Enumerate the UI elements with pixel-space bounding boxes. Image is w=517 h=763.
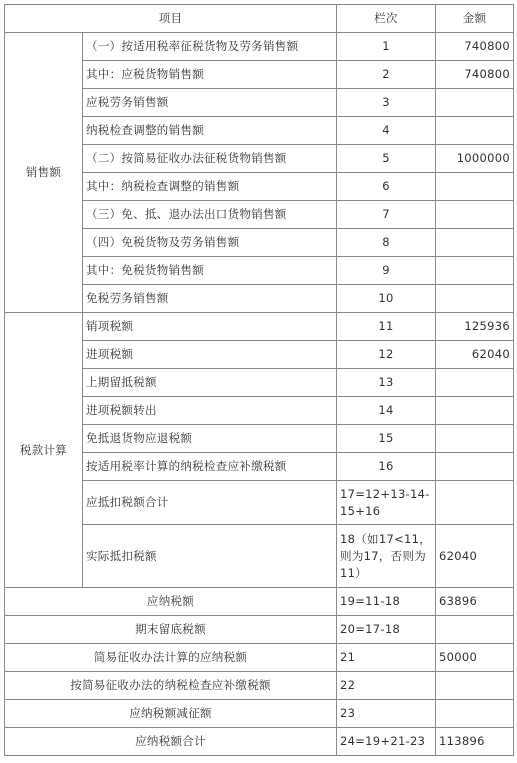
row-label: （四）免税货物及劳务销售额 <box>83 229 337 257</box>
row-amount <box>436 89 514 117</box>
row-amount <box>436 397 514 425</box>
row-line: 22 <box>337 672 436 700</box>
table-row <box>5 728 514 756</box>
row-line: 7 <box>337 201 436 229</box>
row-line: 24=19+21-23 <box>337 728 436 756</box>
row-line: 23 <box>337 700 436 728</box>
table-row <box>5 672 514 700</box>
row-line: 8 <box>337 229 436 257</box>
table-row <box>5 616 514 644</box>
row-label: 进项税额 <box>83 341 337 369</box>
row-label: 应纳税额合计 <box>5 728 337 756</box>
row-line: 3 <box>337 89 436 117</box>
row-line: 14 <box>337 397 436 425</box>
row-line: 16 <box>337 453 436 481</box>
row-label: （一）按适用税率征税货物及劳务销售额 <box>83 33 337 61</box>
row-label: 应纳税额 <box>5 588 337 616</box>
row-line: 19=11-18 <box>337 588 436 616</box>
row-amount <box>436 117 514 145</box>
row-line: 1 <box>337 33 436 61</box>
row-line: 20=17-18 <box>337 616 436 644</box>
row-label: 其中：免税货物销售额 <box>83 257 337 285</box>
header-line: 栏次 <box>337 5 436 33</box>
header-amount: 金额 <box>436 5 514 33</box>
row-line: 5 <box>337 145 436 173</box>
category-tax-calc: 税款计算 <box>5 313 83 588</box>
row-line: 9 <box>337 257 436 285</box>
row-line: 13 <box>337 369 436 397</box>
row-amount <box>436 173 514 201</box>
row-amount <box>436 700 514 728</box>
row-line: 11 <box>337 313 436 341</box>
row-amount: 1000000 <box>436 145 514 173</box>
row-line: 17=12+13-14-15+16 <box>337 481 436 525</box>
vat-return-table <box>4 4 514 756</box>
row-label: 简易征收办法计算的应纳税额 <box>5 644 337 672</box>
row-amount <box>436 285 514 313</box>
table-row <box>5 588 514 616</box>
row-amount <box>436 672 514 700</box>
row-line: 18（如17<11，则为17，否则为11） <box>337 525 436 588</box>
row-line: 2 <box>337 61 436 89</box>
header-item: 项目 <box>5 5 337 33</box>
category-sales: 销售额 <box>5 33 83 313</box>
row-label: 上期留抵税额 <box>83 369 337 397</box>
row-amount: 62040 <box>436 341 514 369</box>
row-label: 纳税检查调整的销售额 <box>83 117 337 145</box>
row-line: 10 <box>337 285 436 313</box>
row-amount <box>436 201 514 229</box>
table-row <box>5 33 514 61</box>
row-amount: 125936 <box>436 313 514 341</box>
row-label: 其中：纳税检查调整的销售额 <box>83 173 337 201</box>
row-label: 免抵退货物应退税额 <box>83 425 337 453</box>
table-row <box>5 644 514 672</box>
row-amount: 62040 <box>436 525 514 588</box>
row-label: 应纳税额减征额 <box>5 700 337 728</box>
row-label: 免税劳务销售额 <box>83 285 337 313</box>
row-amount <box>436 616 514 644</box>
row-line: 21 <box>337 644 436 672</box>
row-label: 期末留底税额 <box>5 616 337 644</box>
row-amount <box>436 229 514 257</box>
row-amount <box>436 369 514 397</box>
row-label: 进项税额转出 <box>83 397 337 425</box>
row-label: 应抵扣税额合计 <box>83 481 337 525</box>
header-row <box>5 5 514 33</box>
row-label: 按适用税率计算的纳税检查应补缴税额 <box>83 453 337 481</box>
table-row <box>5 313 514 341</box>
row-amount <box>436 425 514 453</box>
row-label: 实际抵扣税额 <box>83 525 337 588</box>
row-amount <box>436 257 514 285</box>
row-amount <box>436 453 514 481</box>
row-amount: 740800 <box>436 33 514 61</box>
row-label: 按简易征收办法的纳税检查应补缴税额 <box>5 672 337 700</box>
row-amount: 113896 <box>436 728 514 756</box>
row-label: 应税劳务销售额 <box>83 89 337 117</box>
row-line: 6 <box>337 173 436 201</box>
row-label: （二）按简易征收办法征税货物销售额 <box>83 145 337 173</box>
row-label: （三）免、抵、退办法出口货物销售额 <box>83 201 337 229</box>
row-line: 15 <box>337 425 436 453</box>
row-line: 12 <box>337 341 436 369</box>
row-amount: 63896 <box>436 588 514 616</box>
row-amount: 740800 <box>436 61 514 89</box>
row-amount: 50000 <box>436 644 514 672</box>
row-label: 销项税额 <box>83 313 337 341</box>
row-amount <box>436 481 514 525</box>
table-row <box>5 700 514 728</box>
row-line: 4 <box>337 117 436 145</box>
row-label: 其中：应税货物销售额 <box>83 61 337 89</box>
